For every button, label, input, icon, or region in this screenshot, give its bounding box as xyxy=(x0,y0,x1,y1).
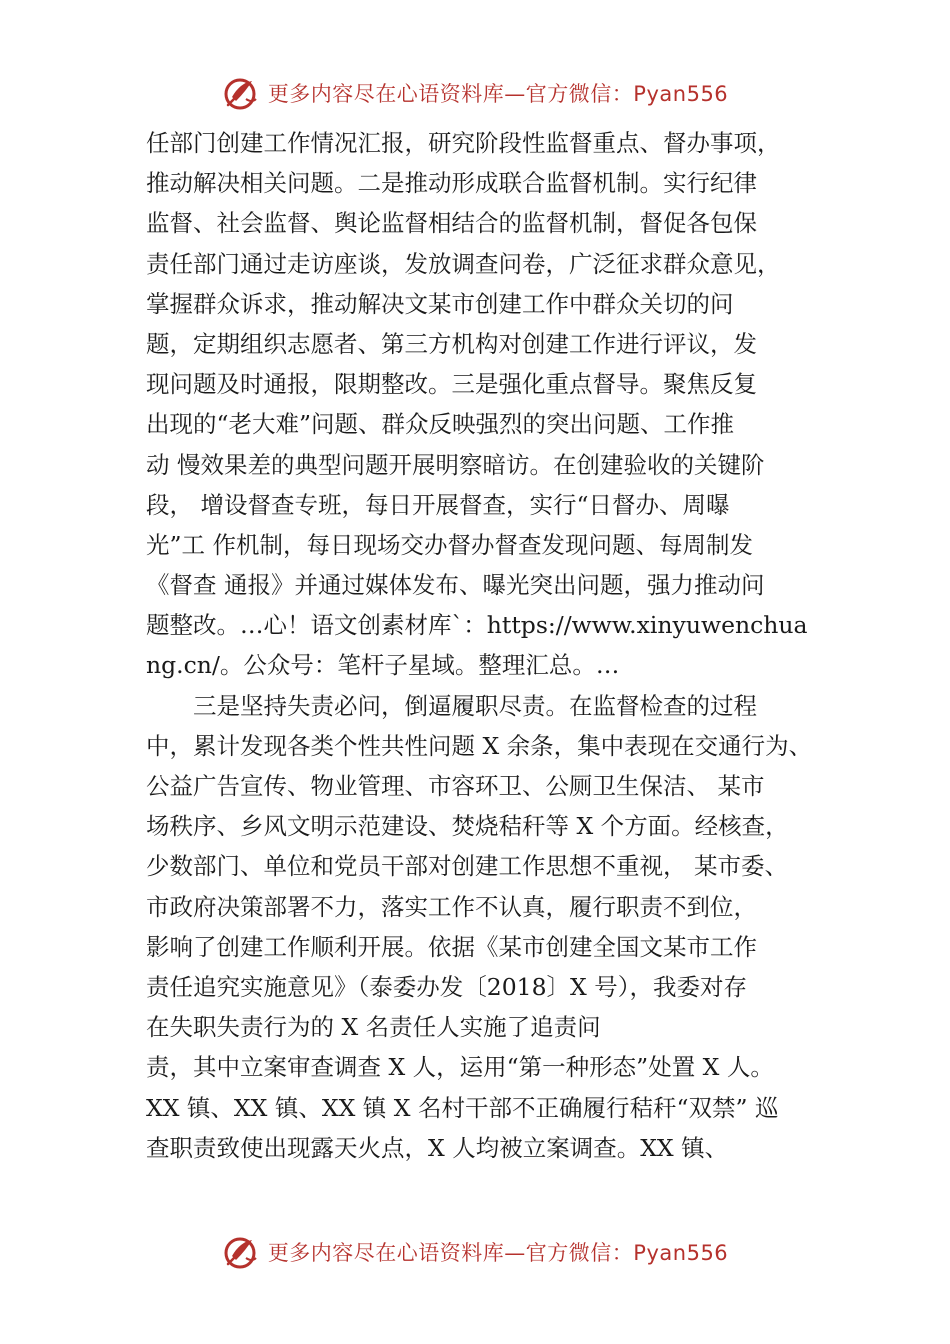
text-line: 出现的“老大难”问题、群众反映强烈的突出问题、工作推 xyxy=(146,410,735,439)
brand-logo-icon xyxy=(222,73,262,113)
text-line: 影响了创建工作顺利开展。依据《某市创建全国文某市工作 xyxy=(146,932,757,961)
text-line: 题，定期组织志愿者、第三方机构对创建工作进行评议，发 xyxy=(146,329,757,358)
header-banner-text: 更多内容尽在心语资料库—官方微信：Pyan556 xyxy=(267,82,729,106)
document-body xyxy=(146,123,846,1168)
text-line: 《督查 通报》并通过媒体发布、曝光突出问题，强力推动问 xyxy=(146,571,765,600)
text-line: 任部门创建工作情况汇报，研究阶段性监督重点、督办事项， xyxy=(146,129,781,157)
text-line: 光”工 作机制，每日现场交办督办督查发现问题、每周制发 xyxy=(146,530,753,559)
text-line: 责，其中立案审查调查 X 人，运用“第一种形态”处置 X 人。 xyxy=(146,1053,774,1082)
text-line: 查职责致使出现露天火点，X 人均被立案调查。XX 镇、 xyxy=(146,1133,729,1162)
text-line: 中，累计发现各类个性共性问题 X 余条，集中表现在交通行为、 xyxy=(146,731,813,760)
footer-banner xyxy=(0,1232,950,1272)
text-line: 公益广告宣传、物业管理、市容环卫、公厕卫生保洁、 某市 xyxy=(146,772,765,800)
text-line: 场秩序、乡风文明示范建设、焚烧秸秆等 X 个方面。经核查， xyxy=(146,812,789,841)
text-line: 责任部门通过走访座谈，发放调查问卷，广泛征求群众意见， xyxy=(146,249,781,278)
text-line: 在失职失责行为的 X 名责任人实施了追责问 xyxy=(146,1013,601,1042)
text-line: 掌握群众诉求，推动解决文某市创建工作中群众关切的问 xyxy=(146,289,734,318)
brand-logo-icon xyxy=(222,1232,262,1272)
text-line: 段， 增设督查专班，每日开展督查，实行“日督办、周曝 xyxy=(146,490,730,519)
text-line: 责任追究实施意见》（泰委办发〔2018〕X 号），我委对存 xyxy=(146,972,748,1001)
paragraph-start-line: 三是坚持失责必问，倒逼履职尽责。在监督检查的过程 xyxy=(193,691,757,720)
footer-banner-text: 更多内容尽在心语资料库—官方微信：Pyan556 xyxy=(267,1241,729,1265)
text-line: 现问题及时通报，限期整改。三是强化重点督导。聚焦反复 xyxy=(146,370,757,399)
text-line: 市政府决策部署不力，落实工作不认真，履行职责不到位， xyxy=(146,892,757,921)
text-line: 动 慢效果差的典型问题开展明察暗访。在创建验收的关键阶 xyxy=(146,450,765,479)
text-line: ng.cn/。公众号：笔杆子星域。整理汇总。… xyxy=(146,651,620,680)
text-line: 监督、社会监督、舆论监督相结合的监督机制，督促各包保 xyxy=(146,209,757,238)
text-line: 推动解决相关问题。二是推动形成联合监督机制。实行纪律 xyxy=(146,169,757,198)
text-line: 题整改。…心！语文创素材库`：https://www.xinyuwenchua xyxy=(146,611,808,640)
text-line: XX 镇、XX 镇、XX 镇 X 名村干部不正确履行秸秆“双禁” 巡 xyxy=(146,1093,779,1122)
text-line: 少数部门、单位和党员干部对创建工作思想不重视， 某市委、 xyxy=(146,852,788,881)
header-banner xyxy=(0,73,950,113)
